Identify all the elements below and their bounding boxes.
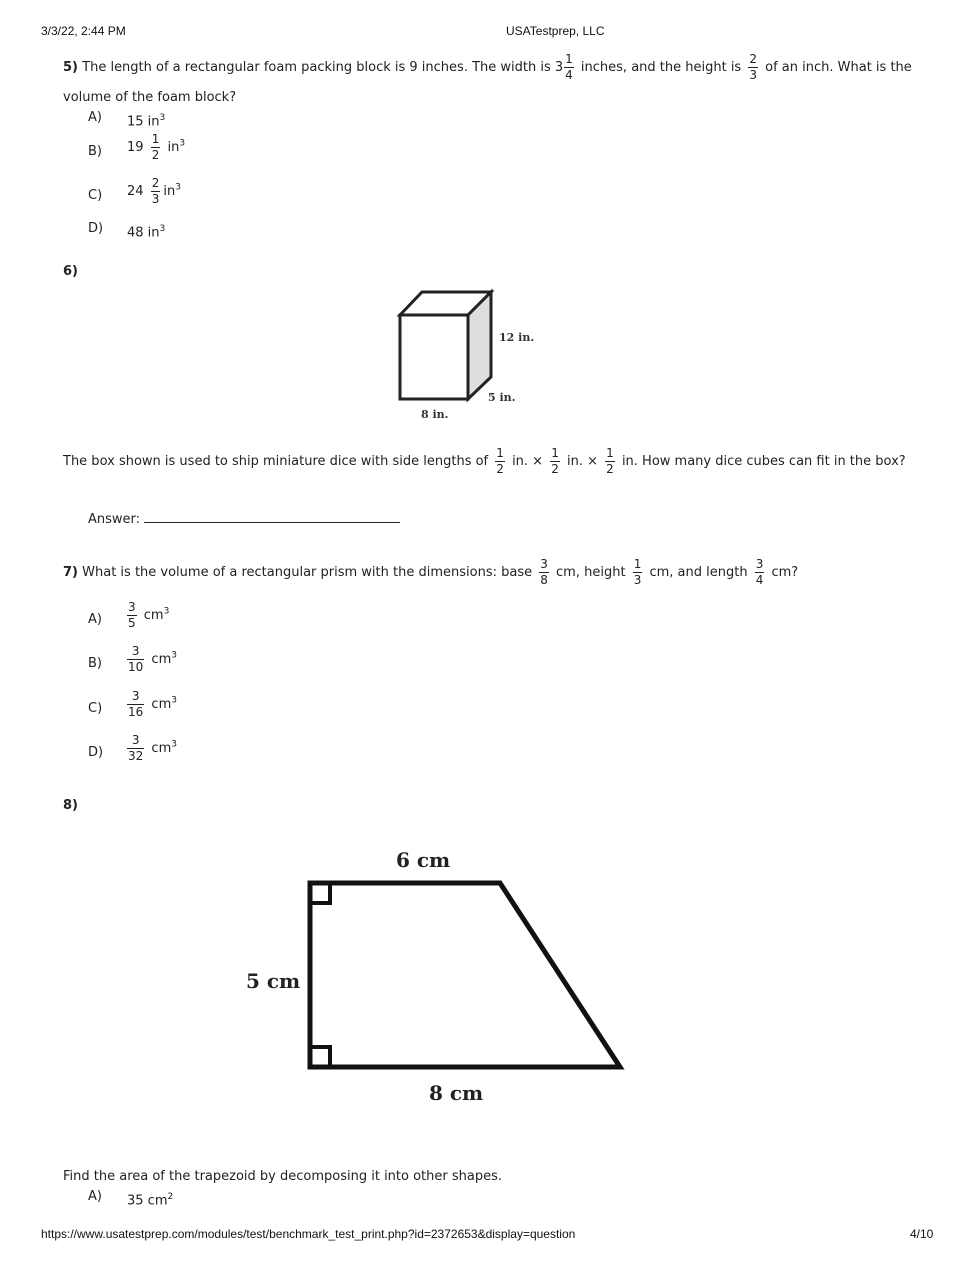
option-letter: B) xyxy=(88,656,102,671)
option-value: $\frac{3}{5}$ $cm^3$ xyxy=(128,600,170,630)
q5-width-fraction: $\frac{1}{4}$ xyxy=(565,52,573,82)
q5-text-c: of an inch. What is the xyxy=(765,60,912,75)
q5-height-fraction: $\frac{2}{3}$ xyxy=(749,52,757,82)
q5-text-a: The length of a rectangular foam packing block is 9 inches. The width is 3 xyxy=(82,60,564,75)
box-width-label: 8 in. xyxy=(421,408,449,421)
print-url: https://www.usatestprep.com/modules/test/benchmark_test_print.php?id=2372653&display=question xyxy=(41,1227,576,1241)
q5-stem-line1 xyxy=(63,52,912,83)
q5-number: 5) xyxy=(63,60,78,75)
option-letter: A) xyxy=(88,110,102,125)
answer-label: Answer: xyxy=(88,512,141,527)
option-letter: C) xyxy=(88,188,103,203)
q5-text-b: inches, and the height is xyxy=(580,60,742,75)
option-letter: A) xyxy=(88,1189,102,1204)
q8-stem: Find the area of the trapezoid by decomposing it into other shapes. xyxy=(63,1169,502,1184)
option-letter: C) xyxy=(88,701,103,716)
q8-number: 8) xyxy=(63,798,78,813)
option-value: $\frac{3}{10}$ $cm^3$ xyxy=(128,644,177,674)
box-depth-label: 5 in. xyxy=(488,391,516,404)
option-value: 35 $cm^2$ xyxy=(127,1192,174,1209)
q8-trapezoid-figure xyxy=(240,840,640,1115)
option-letter: D) xyxy=(88,745,104,760)
option-value: 15 $in^3$ xyxy=(127,113,166,130)
option-value: 24 $\frac{2}{3}$ $in^3$ xyxy=(127,176,181,206)
box-front-face xyxy=(400,315,468,399)
option-letter: A) xyxy=(88,612,102,627)
option-letter: D) xyxy=(88,221,104,236)
trapezoid-top-label: 6 cm xyxy=(396,848,451,872)
option-value: 48 $in^3$ xyxy=(127,224,166,241)
trapezoid-shape xyxy=(310,883,620,1067)
q7-stem: 7) What is the volume of a rectangular prism with the dimensions: base $\frac{3}{8}$ cm, height $\frac{1}{3}$ cm, and length $\frac{3}{4}$ cm? xyxy=(63,557,799,587)
box-height-label: 12 in. xyxy=(499,331,535,344)
q6-number: 6) xyxy=(63,264,78,279)
option-value: $\frac{3}{32}$ $cm^3$ xyxy=(128,733,177,763)
trapezoid-height-label: 5 cm xyxy=(246,969,301,993)
option-letter: B) xyxy=(88,144,102,159)
q6-answer xyxy=(88,510,400,530)
print-datetime: 3/3/22, 2:44 PM xyxy=(41,24,126,38)
option-value: $\frac{3}{16}$ $cm^3$ xyxy=(128,689,177,719)
q6-box-figure xyxy=(390,285,550,425)
q5-stem-line2: volume of the foam block? xyxy=(63,90,237,105)
answer-blank[interactable] xyxy=(144,510,400,523)
page-number: 4/10 xyxy=(910,1227,934,1241)
trapezoid-bottom-label: 8 cm xyxy=(429,1081,484,1105)
option-value: 19 $\frac{1}{2}$ $in^3$ xyxy=(127,132,186,162)
print-site-title: USATestprep, LLC xyxy=(506,24,605,38)
q6-stem: The box shown is used to ship miniature dice with side lengths of $\frac{1}{2}$ in. × $\frac{1}{2}$ in. × $\frac{1}{2}$ in. How many dice cubes can fit in the box? xyxy=(63,446,906,476)
